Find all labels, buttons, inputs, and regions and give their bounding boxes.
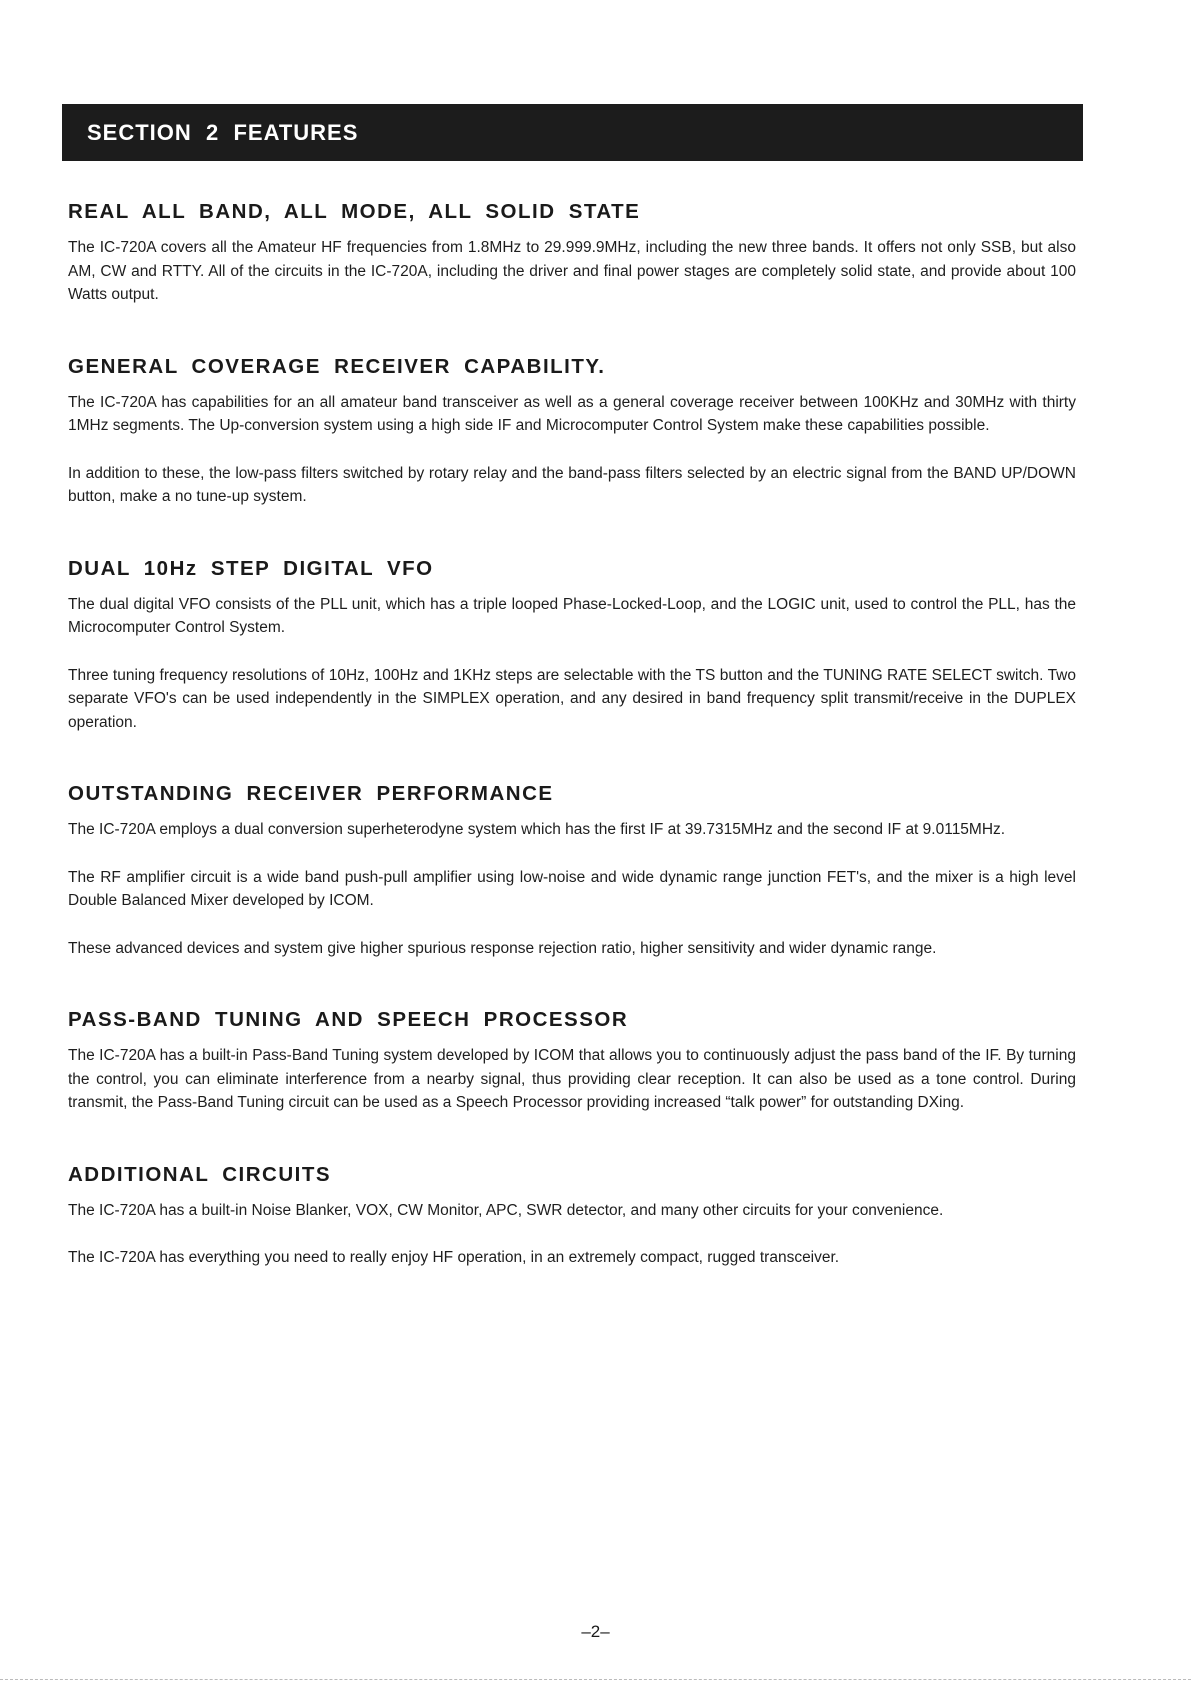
feature-receiver-performance xyxy=(68,782,1076,960)
feature-paragraph: The RF amplifier circuit is a wide band push-pull amplifier using low-noise and wide dynamic range junction FET's, and the mixer is a high level Double Balanced Mixer developed by ICOM. xyxy=(68,868,1076,909)
feature-paragraph: The IC-720A has a built-in Noise Blanker, VOX, CW Monitor, APC, SWR detector, and many other circuits for your convenience. xyxy=(68,1201,944,1219)
feature-paragraph: In addition to these, the low-pass filters switched by rotary relay and the band-pass filters selected by an electric signal from the BAND UP/DOWN button, make a no tune-up system. xyxy=(68,464,1076,505)
feature-heading: PASS-BAND TUNING AND SPEECH PROCESSOR xyxy=(68,1008,629,1031)
feature-paragraph: The IC-720A employs a dual conversion superheterodyne system which has the first IF at 39.7315MHz and the second IF at 9.0115MHz. xyxy=(68,821,1006,838)
feature-pass-band-tuning xyxy=(68,1008,1076,1115)
feature-general-coverage xyxy=(68,355,1076,509)
page-number: –2– xyxy=(581,1622,610,1641)
feature-paragraph: Three tuning frequency resolutions of 10Hz, 100Hz and 1KHz steps are selectable with the TS button and the TUNING RATE SELECT switch. Two separate VFO's can be used independently in the SIMPLEX operation, and any desired in band frequency split transmit/receive in the DUPLEX operation. xyxy=(68,666,1076,731)
feature-paragraph: These advanced devices and system give higher spurious response rejection ratio, higher sensitivity and wider dynamic range. xyxy=(68,939,937,957)
feature-paragraph: The IC-720A covers all the Amateur HF frequencies from 1.8MHz to 29.999.9MHz, including the new three bands. It offers not only SSB, but also AM, CW and RTTY. All of the circuits in the IC-720A, including the driver and final power stages are completely solid state, and provide about 100 Watts output. xyxy=(68,239,1076,303)
features-content xyxy=(68,200,1076,1270)
feature-dual-vfo xyxy=(68,557,1076,735)
page-bottom-rule xyxy=(0,1679,1191,1680)
feature-heading: DUAL 10Hz STEP DIGITAL VFO xyxy=(68,556,434,580)
feature-heading: OUTSTANDING RECEIVER PERFORMANCE xyxy=(68,782,554,805)
feature-paragraph: The IC-720A has a built-in Pass-Band Tuning system developed by ICOM that allows you to continuously adjust the pass band of the IF. By turning the control, you can eliminate interference from a nearby signal, thus providing clear reception. It can also be used as a tone control. During transmit, the Pass-Band Tuning circuit can be used as a Speech Processor providing increased “talk power” for outstanding DXing. xyxy=(68,1047,1076,1111)
feature-additional-circuits xyxy=(68,1163,1076,1270)
section-header-bar xyxy=(62,104,1083,161)
section-header-title: SECTION 2 FEATURES xyxy=(87,119,359,145)
feature-paragraph: The IC-720A has everything you need to really enjoy HF operation, in an extremely compact, rugged transceiver. xyxy=(68,1249,840,1266)
feature-heading: ADDITIONAL CIRCUITS xyxy=(68,1162,332,1186)
feature-heading: GENERAL COVERAGE RECEIVER CAPABILITY. xyxy=(68,354,606,378)
feature-paragraph: The IC-720A has capabilities for an all amateur band transceiver as well as a general coverage receiver between 100KHz and 30MHz with thirty 1MHz segments. The Up-conversion system using a high side IF and Microcomputer Control System make these capabilities possible. xyxy=(68,393,1076,434)
feature-real-all-band xyxy=(68,200,1076,307)
feature-heading: REAL ALL BAND, ALL MODE, ALL SOLID STATE xyxy=(68,200,641,223)
feature-paragraph: The dual digital VFO consists of the PLL unit, which has a triple looped Phase-Locked-Loop, and the LOGIC unit, used to control the PLL, has the Microcomputer Control System. xyxy=(68,595,1076,636)
